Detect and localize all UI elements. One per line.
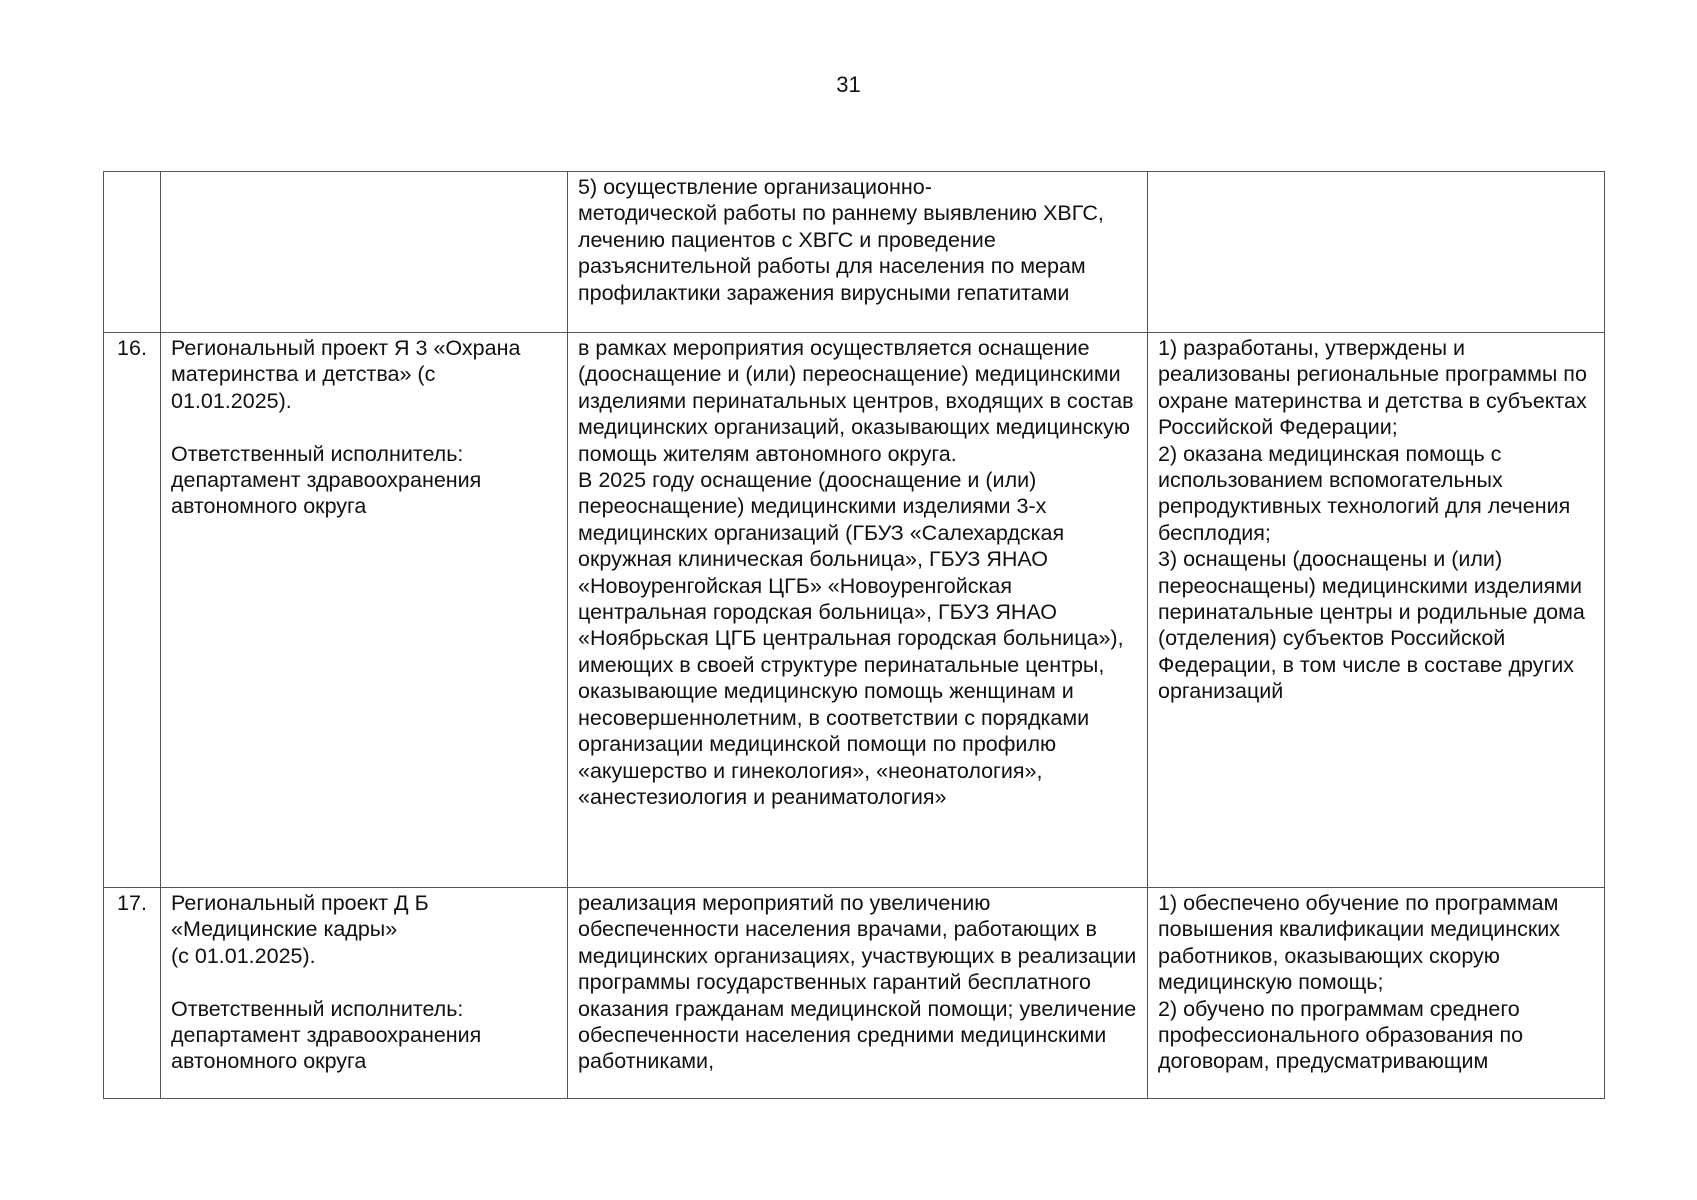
expected-results-cell: 1) разработаны, утверждены и реализованы региональные программы по охране материнства и детства в субъектах Российской Федерации; 2) оказана медицинская помощь с использованием вспомогательных репродуктивных технологий для лечения бесплодия; 3) оснащены (дооснащены и (или) переоснащены) медицинскими изделиями перинатальные центры и родильные дома (отделения) субъектов Российской Федерации, в том числе в составе других организаций bbox=[1148, 333, 1605, 888]
row-number-cell: 16. bbox=[104, 333, 161, 888]
page-number: 31 bbox=[836, 72, 861, 97]
table-row bbox=[104, 172, 1605, 333]
measure-description-cell: 5) осуществление организационно- методической работы по раннему выявлению ХВГС, лечению пациентов с ХВГС и проведение разъяснительной работы для населения по мерам профилактики заражения вирусными гепатитами bbox=[568, 172, 1148, 333]
project-name-cell: Региональный проект Я 3 «Охрана материнства и детства» (с 01.01.2025). Ответственный исполнитель: департамент здравоохранения автономного округа bbox=[161, 333, 568, 888]
row-number-cell: 17. bbox=[104, 888, 161, 1099]
measure-description-cell: реализация мероприятий по увеличению обеспеченности населения врачами, работающих в медицинских организациях, участвующих в реализации программы государственных гарантий бесплатного оказания гражданам медицинской помощи; увеличение обеспеченности населения средними медицинскими работниками, bbox=[568, 888, 1148, 1099]
project-name-cell bbox=[161, 172, 568, 333]
measure-description-cell: в рамках мероприятия осуществляется оснащение (дооснащение и (или) переоснащение) медицинскими изделиями перинатальных центров, входящих в состав медицинских организаций, оказывающих медицинскую помощь жителям автономного округа. В 2025 году оснащение (дооснащение и (или) переоснащение) медицинскими изделиями 3-х медицинских организаций (ГБУЗ «Салехардская окружная клиническая больница», ГБУЗ ЯНАО «Новоуренгойская ЦГБ» «Новоуренгойская центральная городская больница», ГБУЗ ЯНАО «Ноябрьская ЦГБ центральная городская больница»), имеющих в своей структуре перинатальные центры, оказывающие медицинскую помощь женщинам и несовершеннолетним, в соответствии с порядками организации медицинской помощи по профилю «акушерство и гинекология», «неонатология», «анестезиология и реаниматология» bbox=[568, 333, 1148, 888]
project-name-cell: Региональный проект Д Б «Медицинские кадры» (с 01.01.2025). Ответственный исполнитель: департамент здравоохранения автономного округа bbox=[161, 888, 568, 1099]
expected-results-cell bbox=[1148, 172, 1605, 333]
table-row bbox=[104, 888, 1605, 1099]
table-row bbox=[104, 333, 1605, 888]
measures-table bbox=[103, 171, 1605, 1099]
expected-results-cell: 1) обеспечено обучение по программам повышения квалификации медицинских работников, оказывающих скорую медицинскую помощь; 2) обучено по программам среднего профессионального образования по договорам, предусматривающим bbox=[1148, 888, 1605, 1099]
row-number-cell bbox=[104, 172, 161, 333]
